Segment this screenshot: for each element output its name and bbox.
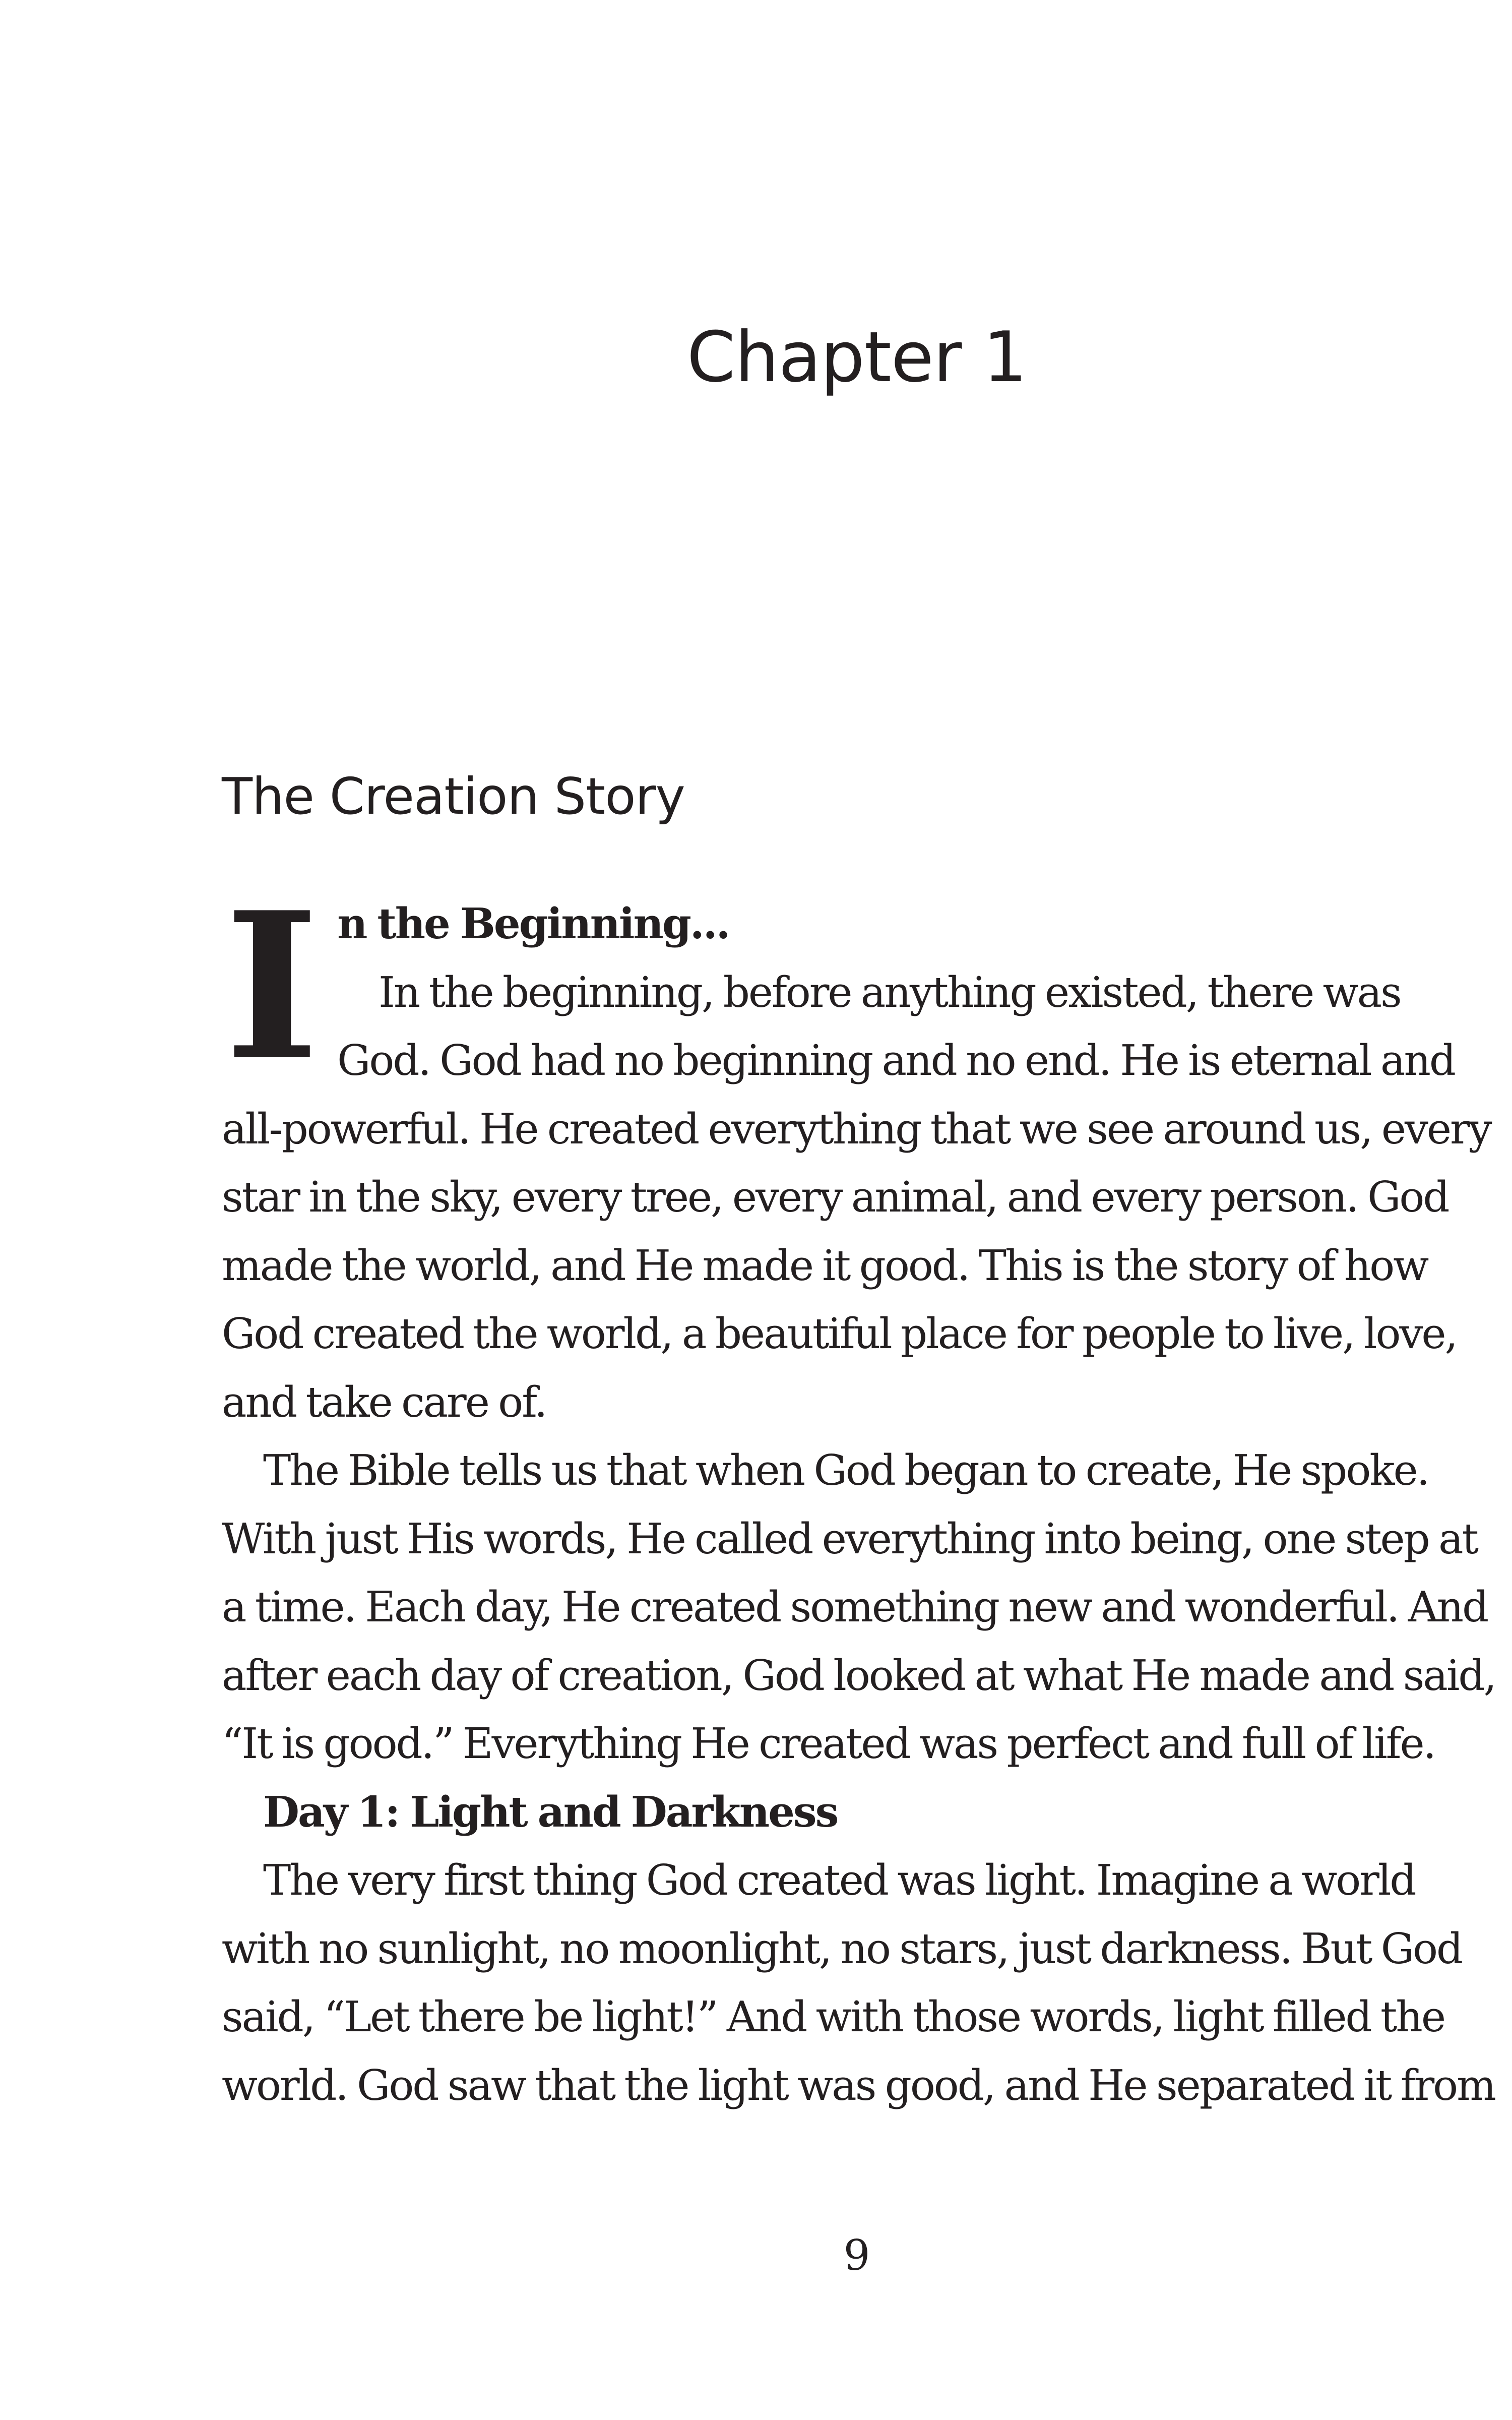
page-number: 9 bbox=[843, 2231, 870, 2280]
drop-cap: I bbox=[225, 868, 320, 1105]
section-title: The Creation Story bbox=[222, 767, 685, 826]
body-text bbox=[222, 868, 1497, 2120]
paragraph-intro: In the beginning, before anything existed, there was God. God had no beginning and no end. He is eternal and all-powerful. He created everything that we see around us, every star in the sky, every tree, every animal, and every person. God made the world, and He made it good. This is the story of how God created the world, a beautiful place for people to live, love, and take care of. bbox=[222, 967, 1491, 1427]
paragraph-day1: The very first thing God created was light. Imagine a world with no sunlight, no moonlight, no stars, just darkness. But God said, “Let there be light!” And with those words, light filled the world. God saw that the light was good, and He separated it from bbox=[222, 1856, 1495, 2110]
lead-heading: n the Beginning... bbox=[337, 899, 729, 948]
day1-heading: Day 1: Light and Darkness bbox=[263, 1787, 838, 1837]
chapter-title: Chapter 1 bbox=[686, 317, 1027, 398]
paragraph-spoke: The Bible tells us that when God began to create, He spoke. With just His words, He called everything into being, one step at a time. Each day, He created something new and wonderful. And after each day of creation, God looked at what He made and said, “It is good.” Everything He created was perfect and full of life. bbox=[222, 1446, 1495, 1768]
